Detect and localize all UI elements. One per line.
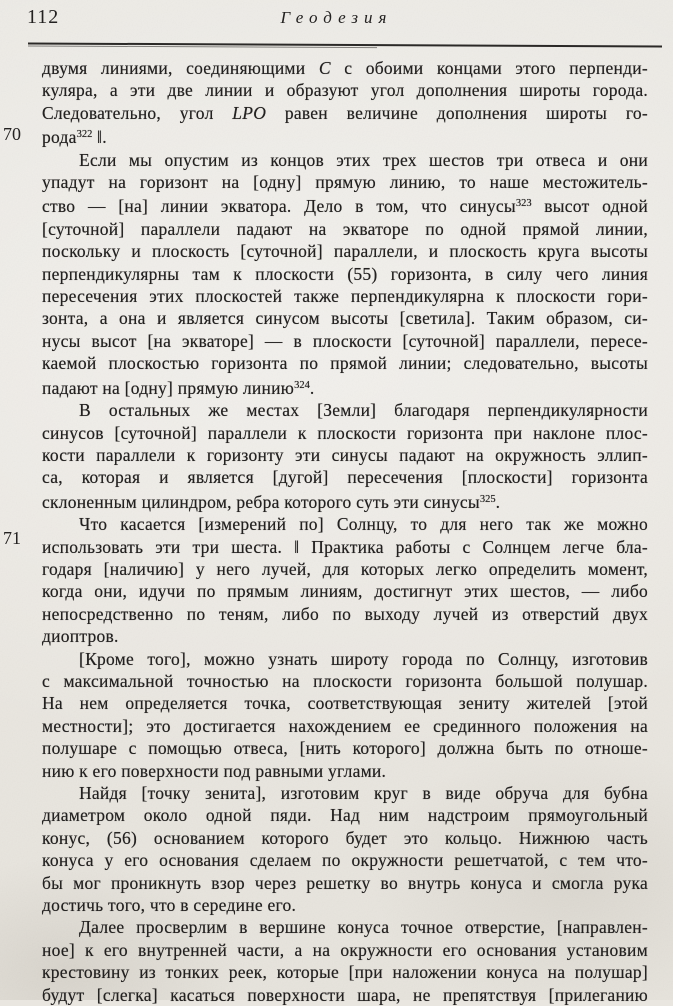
text-line: ное] к его внутренней части, а на окружности его основания установим	[42, 939, 648, 960]
text-line: рода$^{322}$ ‖.	[42, 127, 107, 148]
text-line: упадут на горизонт на [одну] прямую линию, то наше местожитель-	[42, 172, 648, 193]
paragraph-4	[42, 513, 648, 647]
folio-number-70: 70	[3, 124, 21, 144]
paragraph-5	[42, 648, 648, 782]
text-line: достичь того, что в середине его.	[42, 895, 297, 916]
text-line: годаря [наличию] у него лучей, для которых легко определить момент,	[42, 558, 648, 579]
text-line: [суточной] параллели падают на экваторе по одной прямой линии,	[42, 218, 648, 239]
text-line: поскольку и плоскость [суточной] параллели, и плоскость круга высоты	[42, 241, 648, 262]
text-line: нию к его поверхности под равными углами.	[42, 760, 387, 781]
text-line: непосредственно по теням, либо по выходу лучей из отверстий двух	[42, 603, 648, 624]
text-line: диоптров.	[42, 626, 119, 647]
text-line: двумя линиями, соединяющими С с обоими концами этого перпенди-	[42, 58, 648, 78]
text-line: пересечения этих плоскостей также перпендикулярна к плоскости гори-	[42, 286, 648, 307]
text-line: Что касается [измерений по] Солнцу, то для него так же можно	[79, 514, 648, 535]
folio-number-71: 71	[3, 528, 21, 548]
text-line: склоненным цилиндром, ребра которого суть эти синусы$^{325}$.	[42, 491, 501, 512]
text-line: будут [слегка] касаться поверхности шара, не препятствуя [прилеганию	[42, 984, 648, 1005]
text-line: Следовательно, угол LPO равен величине дополнения широты го-	[42, 102, 648, 123]
text-line: когда они, идучи по прямым линиям, достигнут этих шестов, — либо	[42, 581, 648, 602]
text-line: использовать эти три шеста. ‖ Практика работы с Солнцем легче бла-	[42, 536, 648, 557]
text-line: бы мог проникнуть взор через решетку во внутрь конуса и смогла рука	[42, 872, 648, 893]
text-line: конус, (56) основанием которого будет это кольцо. Нижнюю часть	[42, 827, 648, 848]
text-line: местности]; это достигается нахождением ее срединного положения на	[42, 715, 648, 736]
paragraph-7	[42, 916, 648, 1006]
text-line: диаметром около одной пяди. Над ним надстроим прямоугольный	[42, 805, 648, 826]
text-line: са, которая и является [дугой] пересечения [плоскости] горизонта	[42, 467, 648, 488]
text-line: крестовину из тонких реек, которые [при наложении конуса на полушар]	[42, 962, 648, 983]
header-rule	[28, 42, 662, 47]
text-line: нусы высот [на экваторе] — в плоскости [суточной] параллели, пересе-	[42, 330, 648, 351]
text-line: с максимальной точностью на плоскости горизонта большой полушар.	[42, 670, 648, 691]
text-line: куляра, а эти две линии и образуют угол дополнения широты города.	[42, 80, 648, 101]
paragraph-6	[42, 782, 648, 916]
text-body	[42, 57, 648, 1006]
text-line: конуса у его основания сделаем по окружности решетчатой, с тем что-	[42, 850, 648, 871]
text-line: В остальных же местах [Земли] благодаря перпендикулярности	[79, 400, 648, 421]
text-line: Найдя [точку зенита], изготовим круг в виде обруча для бубна	[79, 783, 648, 803]
text-line: перпендикулярны там к плоскости (55) горизонта, в силу чего линия	[42, 263, 648, 284]
text-line: полушаре с помощью отвеса, [нить которого] должна быть по отноше-	[42, 738, 648, 759]
paragraph-3	[42, 399, 648, 513]
paragraph-1	[42, 57, 648, 149]
text-line: каемой плоскостью горизонта по прямой линии; следовательно, высоты	[42, 353, 648, 374]
text-line: Если мы опустим из концов этих трех шестов три отвеса и они	[79, 149, 648, 170]
page-number: 112	[27, 6, 60, 28]
text-line: кости параллели к горизонту эти синусы падают на окружность эллип-	[42, 444, 648, 465]
text-line: Далее просверлим в вершине конуса точное отверстие, [направлен-	[79, 917, 648, 938]
text-line: синусов [суточной] параллели к плоскости горизонта при наклоне плос-	[42, 422, 648, 443]
text-line: падают на [одну] прямую линию$^{324}$.	[42, 377, 315, 398]
text-line: зонта, а она и является синусом высоты [светила]. Таким образом, си-	[42, 308, 648, 329]
text-line: На нем определяется точка, соответствующая зениту жителей [этой	[42, 693, 648, 714]
text-line: [Кроме того], можно узнать широту города по Солнцу, изготовив	[79, 648, 648, 669]
paragraph-2	[42, 149, 648, 399]
text-line: ство — [на] линии экватора. Дело в том, что синусы$^{323}$ высот одной	[42, 196, 648, 217]
running-title: Геодезия	[280, 8, 393, 27]
